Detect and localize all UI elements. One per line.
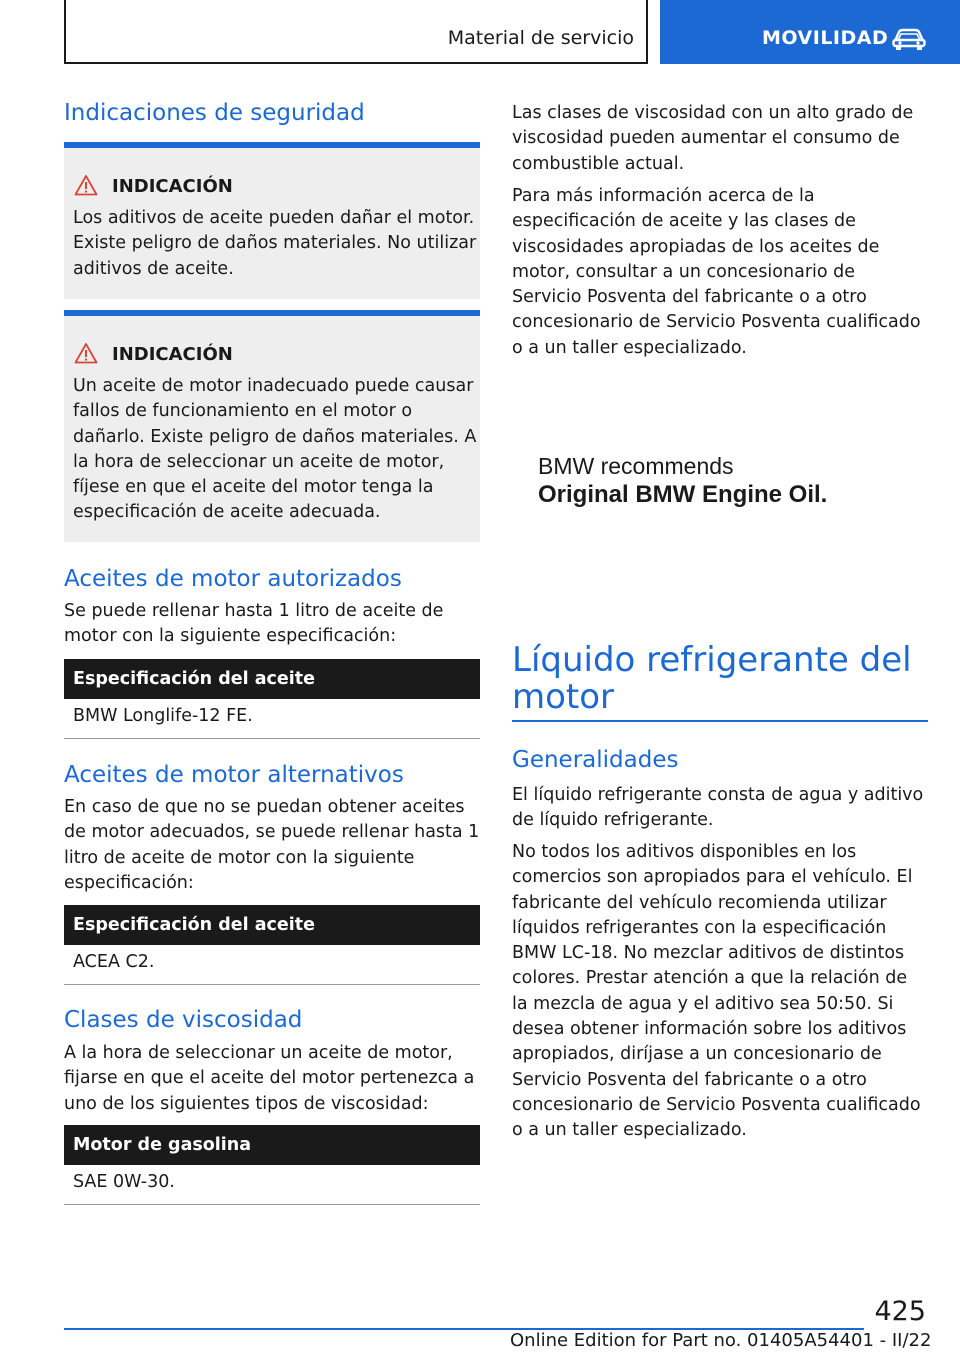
table-divider <box>64 738 480 739</box>
warning-note-1-title: INDICACIÓN <box>112 176 233 197</box>
header-section-title: Material de servicio <box>447 27 634 49</box>
general-paragraph-1: El líquido refrigerante consta de agua y aditivo de líquido refrigerante. <box>512 785 924 831</box>
warning-triangle-icon <box>74 174 98 196</box>
spec-header-approved: Especificación del aceite <box>64 659 480 699</box>
viscosity-paragraph-2: Para más información acerca de la especificación de aceite y las clases de viscosidades apropiadas de los aceites de motor, consultar a un concesionario de Servicio Posventa del fabricante o a otro concesionario de Servicio Posventa cualificado o a un taller especializado. <box>512 186 921 358</box>
spec-value-gasoline: SAE 0W-30. <box>73 1172 175 1192</box>
viscosity-paragraph-1: Las clases de viscosidad con un alto grado de viscosidad pueden aumentar el consumo de combustible actual. <box>512 103 914 174</box>
heading-coolant: Líquido refrigerante del motor <box>512 640 912 717</box>
table-divider <box>64 1204 480 1205</box>
warning-note-1-text: Los aditivos de aceite pueden dañar el motor. Existe peligro de daños materiales. No utilizar aditivos de aceite. <box>73 208 477 279</box>
bmw-oil-logo-line-2: Original BMW Engine Oil. <box>538 481 828 508</box>
page-number: 425 <box>874 1296 926 1327</box>
spec-header-gasoline: Motor de gasolina <box>64 1125 480 1165</box>
heading-viscosity: Clases de viscosidad <box>64 1007 303 1033</box>
heading-underline <box>512 720 928 722</box>
footer-edition: Online Edition for Part no. 01405A54401 - II/22 <box>510 1330 932 1351</box>
spec-value-approved: BMW Longlife-12 FE. <box>73 706 253 726</box>
car-icon <box>892 27 926 51</box>
table-divider <box>64 984 480 985</box>
general-paragraph-2: No todos los aditivos disponibles en los comercios son apropiados para el vehículo. El fabricante del vehículo recomienda utilizar líquidos refrigerantes con la especificación BMW LC-18. No mezclar aditivos de distintos colores. Prestar atención a que la relación de la mezcla de agua y el aditivo sea 50:50. Si desea obtener información sobre los aditivos apropiados, diríjase a un concesionario de Servicio Posventa del fabricante o a otro concesionario de Servicio Posventa cualificado o a un taller especializado. <box>512 842 921 1141</box>
heading-safety: Indicaciones de seguridad <box>64 100 365 126</box>
heading-approved-oils: Aceites de motor autorizados <box>64 566 402 592</box>
header-section-box <box>64 0 648 64</box>
header-chapter-tab[interactable] <box>660 0 960 64</box>
warning-note-2-title: INDICACIÓN <box>112 344 233 365</box>
viscosity-text: A la hora de seleccionar un aceite de motor, fijarse en que el aceite del motor pertenezca a uno de los siguientes tipos de viscosidad: <box>64 1043 475 1114</box>
bmw-oil-logo-line-1: BMW recommends <box>538 453 734 479</box>
warning-note-2 <box>64 310 480 542</box>
spec-value-alternative: ACEA C2. <box>73 952 155 972</box>
warning-triangle-icon <box>74 342 98 364</box>
header-chapter-label: MOVILIDAD <box>762 27 889 49</box>
alternative-oils-text: En caso de que no se puedan obtener aceites de motor adecuados, se puede rellenar hasta 1 litro de aceite de motor con la siguiente especificación: <box>64 797 480 893</box>
spec-header-alternative: Especificación del aceite <box>64 905 480 945</box>
approved-oils-text: Se puede rellenar hasta 1 litro de aceite de motor con la siguiente especificación: <box>64 601 444 647</box>
heading-general: Generalidades <box>512 747 679 773</box>
warning-note-1 <box>64 142 480 299</box>
warning-note-2-text: Un aceite de motor inadecuado puede causar fallos de funcionamiento en el motor o dañarlo. Existe peligro de daños materiales. A la hora de seleccionar un aceite de motor, fíjese en que el aceite del motor tenga la especificación de aceite adecuada. <box>73 376 477 523</box>
heading-alternative-oils: Aceites de motor alternativos <box>64 762 404 788</box>
